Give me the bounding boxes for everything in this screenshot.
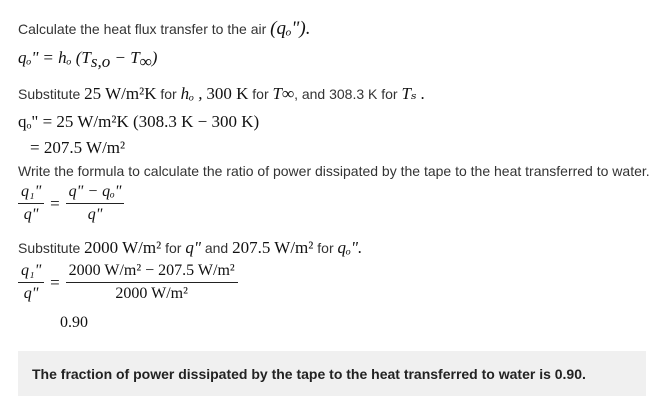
math: 207.5 W/m² bbox=[232, 238, 314, 257]
numerator: q" − qₒ" bbox=[66, 183, 125, 204]
text: for bbox=[165, 240, 182, 256]
math: Tₛ . bbox=[401, 84, 426, 103]
denominator: q" bbox=[23, 206, 39, 223]
text: Substitute bbox=[18, 86, 81, 102]
equals: = bbox=[50, 272, 60, 292]
math: qₒ" = 25 W/m²K (308.3 K − 300 K) bbox=[18, 112, 260, 131]
text: Calculate the heat flux transfer to the air bbox=[18, 21, 267, 37]
text: for bbox=[317, 240, 334, 256]
line-substitute-1 bbox=[18, 84, 425, 104]
eq-final-result bbox=[60, 314, 88, 332]
math: 25 W/m²K bbox=[84, 84, 157, 103]
line-write-formula bbox=[18, 163, 650, 179]
text: Substitute bbox=[18, 240, 81, 256]
eq-heat-flux bbox=[18, 48, 158, 71]
line-calc-heat-flux bbox=[18, 18, 310, 40]
math: ) bbox=[151, 48, 158, 67]
math: (qₒ"). bbox=[270, 18, 311, 39]
math: 300 K bbox=[206, 84, 249, 103]
math: hₒ , bbox=[180, 84, 203, 103]
math: = hₒ (T bbox=[42, 48, 91, 67]
fraction bbox=[18, 262, 44, 303]
text: , and 308.3 K for bbox=[294, 86, 398, 102]
math: q" bbox=[185, 238, 201, 257]
numerator: q₁" bbox=[18, 262, 44, 283]
text: for bbox=[252, 86, 269, 102]
math: 0.90 bbox=[60, 314, 88, 331]
math: 2000 W/m² bbox=[84, 238, 162, 257]
text: Write the formula to calculate the ratio of power dissipated by the tape to the heat transferred to water. bbox=[18, 163, 650, 179]
math: qₒ". bbox=[337, 238, 363, 257]
fraction bbox=[18, 183, 44, 224]
numerator: 2000 W/m² − 207.5 W/m² bbox=[66, 262, 238, 283]
text: for bbox=[160, 86, 177, 102]
eq-ratio-substituted bbox=[18, 262, 238, 303]
text: and bbox=[204, 240, 229, 256]
denominator: q" bbox=[87, 206, 103, 223]
eq-substituted bbox=[18, 112, 259, 132]
fraction bbox=[66, 262, 238, 303]
denominator: q" bbox=[23, 285, 39, 302]
line-substitute-2 bbox=[18, 238, 362, 258]
numerator: q₁" bbox=[18, 183, 44, 204]
equals: = bbox=[50, 193, 60, 213]
math: − T bbox=[110, 48, 140, 67]
fraction bbox=[66, 183, 125, 224]
answer-text: The fraction of power dissipated by the tape to the heat transferred to water is 0.90. bbox=[32, 365, 586, 382]
eq-ratio-formula bbox=[18, 183, 124, 224]
math-sub: s,o bbox=[90, 51, 111, 71]
eq-result-flux bbox=[30, 138, 125, 158]
math-sub: ∞ bbox=[139, 51, 152, 71]
answer-callout bbox=[18, 351, 646, 396]
math: T∞ bbox=[272, 84, 295, 103]
denominator: 2000 W/m² bbox=[115, 285, 188, 302]
math: = 207.5 W/m² bbox=[30, 138, 126, 157]
math: qₒ" bbox=[18, 48, 39, 67]
